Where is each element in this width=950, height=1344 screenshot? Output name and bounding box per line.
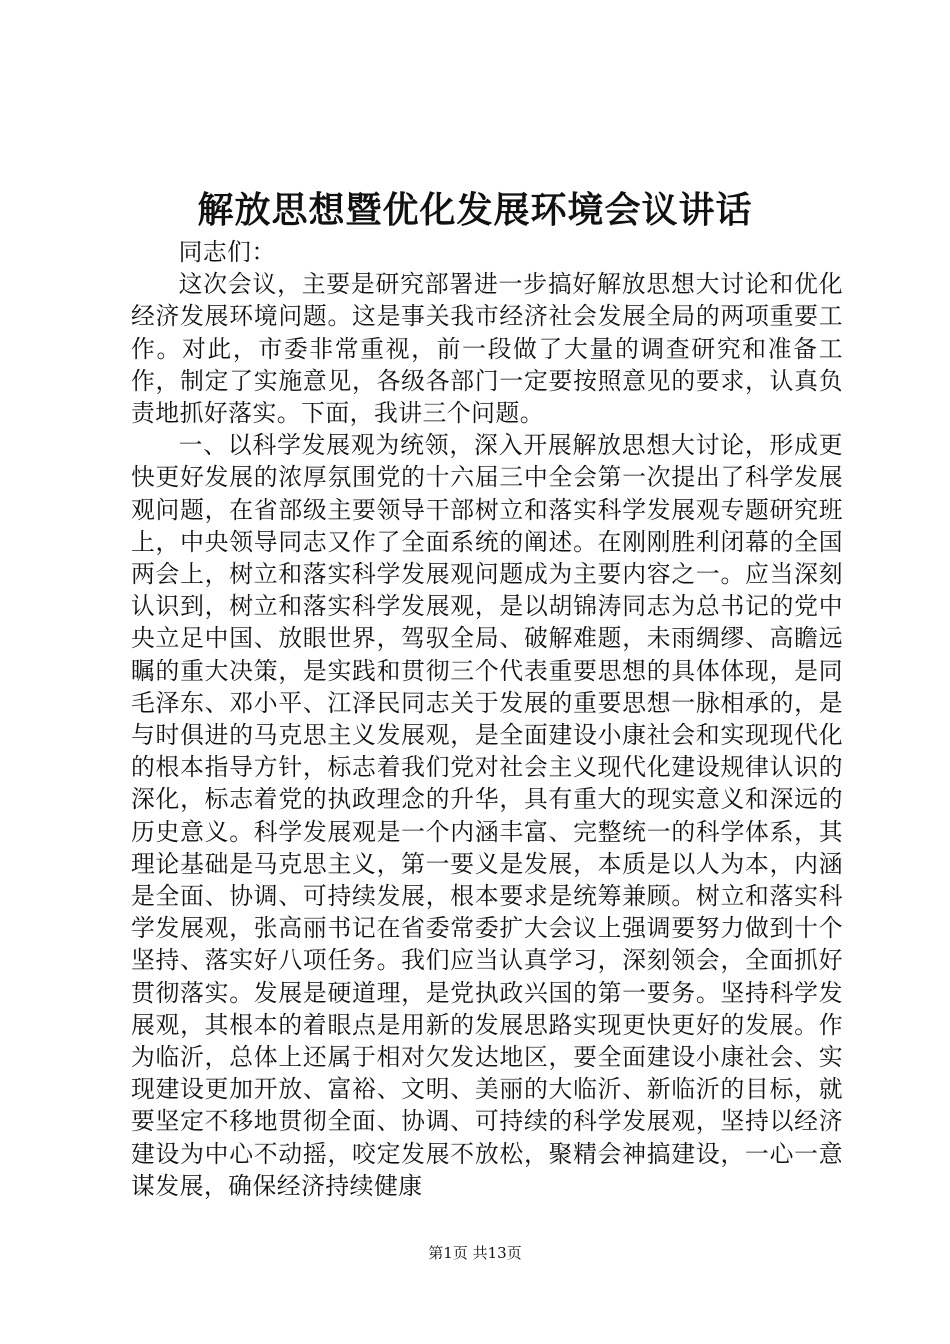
page-footer: 第1页 共13页	[428, 1244, 522, 1262]
paragraph-intro: 这次会议，主要是研究部署进一步搞好解放思想大讨论和优化经济发展环境问题。这是事关我市经济社会发展全局的两项重要工作。对此，市委非常重视，前一段做了大量的调查研究和准备工作，制定了实施意见，各级各部门一定要按照意见的要求，认真负责地抓好落实。下面，我讲三个问题。	[131, 270, 843, 428]
salutation: 同志们：	[178, 238, 276, 266]
document-body	[131, 236, 843, 1202]
paragraph-section-one: 一、以科学发展观为统领，深入开展解放思想大讨论，形成更快更好发展的浓厚氛围党的十六届三中全会第一次提出了科学发展观问题，在省部级主要领导干部树立和落实科学发展观专题研究班上，中央领导同志又作了全面系统的阐述。在刚刚胜利闭幕的全国两会上，树立和落实科学发展观问题成为主要内容之一。应当深刻认识到，树立和落实科学发展观，是以胡锦涛同志为总书记的党中央立足中国、放眼世界，驾驭全局、破解难题，未雨绸缪、高瞻远瞩的重大决策，是实践和贯彻三个代表重要思想的具体体现，是同毛泽东、邓小平、江泽民同志关于发展的重要思想一脉相承的，是与时俱进的马克思主义发展观，是全面建设小康社会和实现现代化的根本指导方针，标志着我们党对社会主义现代化建设规律认识的深化，标志着党的执政理念的升华，具有重大的现实意义和深远的历史意义。科学发展观是一个内涵丰富、完整统一的科学体系，其理论基础是马克思主义，第一要义是发展，本质是以人为本，内涵是全面、协调、可持续发展，根本要求是统筹兼顾。树立和落实科学发展观，张高丽书记在省委常委扩大会议上强调要努力做到十个坚持、落实好八项任务。我们应当认真学习，深刻领会，全面抓好贯彻落实。发展是硬道理，是党执政兴国的第一要务。坚持科学发展观，其根本的着眼点是用新的发展思路实现更快更好的发展。作为临沂，总体上还属于相对欠发达地区，要全面建设小康社会、实现建设更加开放、富裕、文明、美丽的大临沂、新临沂的目标，就要坚定不移地贯彻全面、协调、可持续的科学发展观，坚持以经济建设为中心不动摇，咬定发展不放松，聚精会神搞建设，一心一意谋发展，确保经济持续健康	[131, 431, 843, 1200]
document-title: 解放思想暨优化发展环境会议讲话	[197, 189, 753, 231]
